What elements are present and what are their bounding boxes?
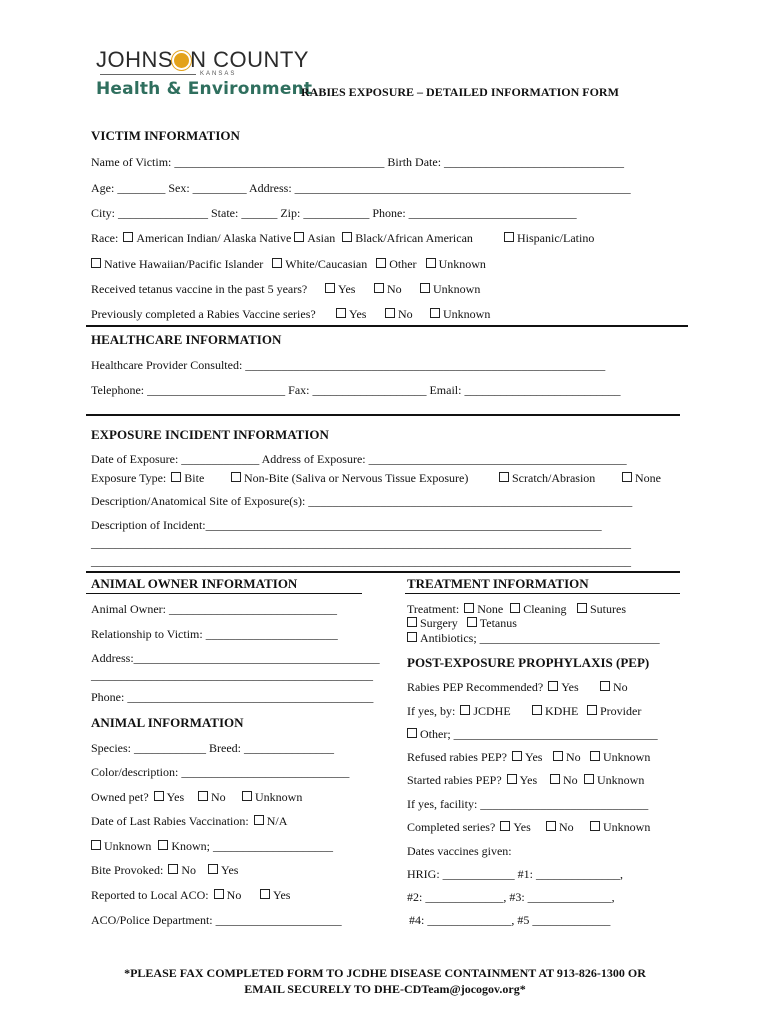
- aco-no-checkbox[interactable]: [214, 889, 224, 899]
- exposure-type-row: [91, 471, 204, 486]
- race-hispanic-checkbox[interactable]: [504, 232, 514, 242]
- started-unknown-checkbox[interactable]: [584, 774, 594, 784]
- series-no-option: [383, 307, 413, 322]
- tetanus-unknown-option: [418, 282, 480, 297]
- victim-city-state-zip-phone-field[interactable]: City: _______________ State: ______ Zip: ___________ Phone: ____________________________: [91, 206, 577, 220]
- pep-by-provider-checkbox[interactable]: [587, 705, 597, 715]
- started-no-option: [548, 773, 578, 788]
- exposure-nonbite-option: [229, 471, 468, 486]
- owner-address-line-2[interactable]: _______________________________________________: [91, 668, 373, 682]
- bite-provoked-label: Bite Provoked:: [91, 863, 164, 877]
- series-no-checkbox[interactable]: [385, 308, 395, 318]
- exposure-heading: EXPOSURE INCIDENT INFORMATION: [91, 427, 329, 442]
- owned-pet-row: [91, 790, 184, 805]
- exposure-type-label: Exposure Type:: [91, 471, 167, 485]
- treatment-heading: TREATMENT INFORMATION: [407, 576, 589, 591]
- race-row-1: [91, 231, 473, 246]
- race-option-label: Native Hawaiian/Pacific Islander: [104, 257, 264, 271]
- treatment-cleaning-checkbox[interactable]: [510, 603, 520, 613]
- owned-unknown-checkbox[interactable]: [242, 791, 252, 801]
- series-yes-checkbox[interactable]: [336, 308, 346, 318]
- option-label: No: [559, 820, 574, 834]
- option-label: Unknown: [255, 790, 303, 804]
- owned-yes-checkbox[interactable]: [154, 791, 164, 801]
- animal-heading: ANIMAL INFORMATION: [91, 715, 244, 730]
- pep-started-row: [407, 773, 537, 788]
- option-label: No: [226, 888, 242, 902]
- option-label: N/A: [266, 814, 288, 828]
- pep-by-jcdhe-checkbox[interactable]: [460, 705, 470, 715]
- vaccination-known-row: [89, 839, 333, 854]
- aco-yes-option: [258, 888, 290, 903]
- tetanus-no-option: [372, 282, 402, 297]
- option-label: Yes: [519, 773, 538, 787]
- exposure-scratch-option: [497, 471, 595, 486]
- option-label: Bite: [184, 471, 205, 485]
- pep-by-row: [407, 704, 511, 719]
- option-label: Unknown: [603, 820, 651, 834]
- owner-heading: ANIMAL OWNER INFORMATION: [91, 576, 298, 591]
- option-label: JCDHE: [473, 704, 511, 718]
- tetanus-question: Received tetanus vaccine in the past 5 years?: [91, 282, 308, 296]
- logo-department: Health & Environment: [96, 79, 313, 99]
- exposure-none-checkbox[interactable]: [622, 472, 632, 482]
- pep-completed-label: Completed series?: [407, 820, 496, 834]
- pep-recommended-no-option: [598, 680, 628, 695]
- tetanus-no-checkbox[interactable]: [374, 283, 384, 293]
- exposure-date-address-field[interactable]: Date of Exposure: _____________ Address of Exposure: ___________________________________________: [91, 452, 627, 466]
- option-label: None: [477, 602, 504, 616]
- race-other-checkbox[interactable]: [376, 258, 386, 268]
- refused-unknown-option: [588, 750, 650, 765]
- started-unknown-option: [582, 773, 644, 788]
- pep-recommended-label: Rabies PEP Recommended?: [407, 680, 544, 694]
- section-divider: [86, 414, 680, 416]
- color-description-field[interactable]: Color/description: ____________________________: [91, 765, 350, 779]
- pep-other-row: [405, 727, 658, 742]
- pep-heading: POST-EXPOSURE PROPHYLAXIS (PEP): [407, 655, 650, 670]
- dates-vaccines-label: Dates vaccines given:: [407, 844, 512, 858]
- victim-name-birthdate-field[interactable]: Name of Victim: ___________________________________ Birth Date: ______________________________: [91, 155, 625, 169]
- option-label: Yes: [513, 820, 531, 834]
- option-label: No: [387, 282, 402, 296]
- refused-yes-checkbox[interactable]: [512, 751, 522, 761]
- tetanus-yes-checkbox[interactable]: [325, 283, 335, 293]
- incident-description-field[interactable]: Description of Incident:__________________________________________________________________: [91, 518, 602, 532]
- refused-no-option: [551, 750, 581, 765]
- healthcare-heading: HEALTHCARE INFORMATION: [91, 332, 282, 347]
- option-label: Unknown: [104, 839, 152, 853]
- race-white-checkbox[interactable]: [272, 258, 282, 268]
- pep-by-kdhe-checkbox[interactable]: [532, 705, 542, 715]
- treatment-tetanus-checkbox[interactable]: [467, 617, 477, 627]
- treatment-antibiotics-row: [405, 631, 660, 646]
- option-label: Surgery: [420, 616, 458, 630]
- exposure-scratch-checkbox[interactable]: [499, 472, 509, 482]
- rabies-series-question: Previously completed a Rabies Vaccine series?: [91, 307, 316, 321]
- footer-instructions-line-2: EMAIL SECURELY TO DHE-CDTeam@jocogov.org*: [244, 982, 526, 996]
- victim-heading: VICTIM INFORMATION: [91, 128, 240, 143]
- option-label: None: [635, 471, 661, 485]
- logo-state: KANSAS: [200, 71, 237, 77]
- owned-pet-label: Owned pet?: [91, 790, 149, 804]
- aco-reported-row: [91, 888, 241, 903]
- series-unknown-checkbox[interactable]: [430, 308, 440, 318]
- pep-recommended-row: [407, 680, 579, 695]
- race-label: Race:: [91, 231, 119, 245]
- started-yes-checkbox[interactable]: [507, 774, 517, 784]
- option-label: Cleaning: [523, 602, 567, 616]
- footer-instructions-line-1: *PLEASE FAX COMPLETED FORM TO JCDHE DISEASE CONTAINMENT AT 913-826-1300 OR: [124, 966, 646, 980]
- victim-age-sex-address-field[interactable]: Age: ________ Sex: _________ Address: ________________________________________________________: [91, 181, 631, 195]
- option-label: Yes: [524, 750, 543, 764]
- dose4-dose5-field[interactable]: #4: ______________, #5 _____________: [409, 913, 611, 927]
- option-label: Yes: [166, 790, 185, 804]
- treatment-sutures-option: [575, 602, 626, 617]
- option-label: Yes: [221, 863, 239, 877]
- option-label: Unknown: [603, 750, 651, 764]
- tetanus-yes-option: [323, 282, 355, 297]
- provoked-no-checkbox[interactable]: [168, 864, 178, 874]
- pep-refused-row: [407, 750, 542, 765]
- race-asian-checkbox[interactable]: [294, 232, 304, 242]
- race-option-label: Hispanic/Latino: [517, 231, 595, 245]
- option-label: No: [563, 773, 578, 787]
- option-label: Provider: [600, 704, 642, 718]
- race-option-label: Unknown: [438, 257, 486, 271]
- police-department-field[interactable]: ACO/Police Department: _____________________: [91, 913, 342, 927]
- aco-reported-label: Reported to Local ACO:: [91, 888, 209, 902]
- species-breed-field[interactable]: Species: ____________ Breed: _______________: [91, 741, 334, 755]
- treatment-sutures-checkbox[interactable]: [577, 603, 587, 613]
- option-label: KDHE: [545, 704, 579, 718]
- last-vaccination-row: [91, 814, 287, 829]
- option-label: Yes: [273, 888, 291, 902]
- provoked-yes-option: [206, 863, 238, 878]
- option-label: Yes: [561, 680, 579, 694]
- incident-description-line[interactable]: __________________________________________________________________________________________: [91, 554, 631, 568]
- animal-owner-field[interactable]: Animal Owner: ____________________________: [91, 602, 337, 616]
- dose2-dose3-field[interactable]: #2: _____________, #3: ______________,: [407, 890, 615, 904]
- option-label: Unknown: [443, 307, 491, 321]
- aco-yes-checkbox[interactable]: [260, 889, 270, 899]
- race-option-label: Black/African American: [355, 231, 473, 245]
- vaccination-unknown-checkbox[interactable]: [91, 840, 101, 850]
- hrig-dose1-field[interactable]: HRIG: ____________ #1: ______________,: [407, 867, 623, 881]
- owner-address-field[interactable]: Address:_________________________________________: [91, 651, 380, 665]
- option-label: Unknown: [433, 282, 481, 296]
- started-no-checkbox[interactable]: [550, 774, 560, 784]
- option-label: No: [613, 680, 628, 694]
- option-label: Tetanus: [479, 616, 517, 630]
- option-label: Unknown: [597, 773, 645, 787]
- completed-unknown-checkbox[interactable]: [590, 821, 600, 831]
- exposure-bite-checkbox[interactable]: [171, 472, 181, 482]
- incident-description-line[interactable]: __________________________________________________________________________________________: [91, 536, 631, 550]
- option-label: Yes: [338, 282, 356, 296]
- section-divider: [86, 571, 680, 573]
- option-label: Non-Bite (Saliva or Nervous Tissue Exposure): [244, 471, 469, 485]
- exposure-none-option: [620, 471, 661, 486]
- race-hispanic-option: [502, 231, 594, 246]
- sun-logo-icon: [174, 53, 189, 68]
- series-unknown-option: [428, 307, 490, 322]
- column-divider: [86, 593, 362, 594]
- race-option-label: American Indian/ Alaska Native: [136, 231, 292, 245]
- race-unknown-checkbox[interactable]: [426, 258, 436, 268]
- vaccination-known-checkbox[interactable]: [158, 840, 168, 850]
- section-divider: [86, 325, 688, 327]
- race-option-label: Asian: [307, 231, 336, 245]
- completed-yes-checkbox[interactable]: [500, 821, 510, 831]
- owned-no-option: [196, 790, 226, 805]
- completed-no-checkbox[interactable]: [546, 821, 556, 831]
- owned-unknown-option: [240, 790, 302, 805]
- race-option-label: Other: [389, 257, 417, 271]
- option-label: Known; ____________________: [171, 839, 334, 853]
- healthcare-provider-field[interactable]: Healthcare Provider Consulted: ____________________________________________________________: [91, 358, 606, 372]
- option-label: No: [566, 750, 581, 764]
- refused-no-checkbox[interactable]: [553, 751, 563, 761]
- pep-recommended-no-checkbox[interactable]: [600, 681, 610, 691]
- form-title: RABIES EXPOSURE – DETAILED INFORMATION FORM: [301, 85, 619, 99]
- treatment-row-1: [407, 602, 567, 617]
- option-label: Sutures: [590, 602, 626, 616]
- series-yes-option: [334, 307, 366, 322]
- treatment-surgery-checkbox[interactable]: [407, 617, 417, 627]
- column-divider: [405, 593, 680, 594]
- exposure-nonbite-checkbox[interactable]: [231, 472, 241, 482]
- treatment-none-checkbox[interactable]: [464, 603, 474, 613]
- option-label: No: [398, 307, 413, 321]
- option-label: Antibiotics; ______________________________: [420, 631, 660, 645]
- option-label: Yes: [349, 307, 367, 321]
- provoked-yes-checkbox[interactable]: [208, 864, 218, 874]
- healthcare-contact-field[interactable]: Telephone: _______________________ Fax: ___________________ Email: __________________________: [91, 383, 621, 397]
- logo-divider: [100, 74, 196, 75]
- pep-recommended-yes-checkbox[interactable]: [548, 681, 558, 691]
- pep-refused-label: Refused rabies PEP?: [407, 750, 507, 764]
- option-label: No: [181, 863, 196, 877]
- race-option-label: White/Caucasian: [285, 257, 368, 271]
- vaccination-na-checkbox[interactable]: [254, 815, 264, 825]
- tetanus-unknown-checkbox[interactable]: [420, 283, 430, 293]
- last-vaccination-label: Date of Last Rabies Vaccination:: [91, 814, 249, 828]
- owned-no-checkbox[interactable]: [198, 791, 208, 801]
- pep-by-label: If yes, by:: [407, 704, 456, 718]
- refused-unknown-checkbox[interactable]: [590, 751, 600, 761]
- race-american-indian-checkbox[interactable]: [123, 232, 133, 242]
- option-label: Other; __________________________________: [420, 727, 658, 741]
- treatment-row-2: [405, 616, 517, 631]
- owner-phone-field[interactable]: Phone: _________________________________________: [91, 690, 374, 704]
- race-black-checkbox[interactable]: [342, 232, 352, 242]
- pep-facility-field[interactable]: If yes, facility: ____________________________: [407, 797, 649, 811]
- treatment-label: Treatment:: [407, 602, 460, 616]
- logo-county-name: JOHNS N COUNTY: [96, 47, 309, 72]
- completed-unknown-option: [588, 820, 650, 835]
- pep-started-label: Started rabies PEP?: [407, 773, 502, 787]
- exposure-site-field[interactable]: Description/Anatomical Site of Exposure(s): ______________________________________________________: [91, 494, 633, 508]
- race-row-2: [89, 257, 486, 272]
- pep-by-kdhe-option: [530, 704, 578, 719]
- treatment-antibiotics-checkbox[interactable]: [407, 632, 417, 642]
- pep-by-provider-option: [585, 704, 641, 719]
- race-native-hawaiian-checkbox[interactable]: [91, 258, 101, 268]
- option-label: No: [211, 790, 226, 804]
- bite-provoked-row: [91, 863, 196, 878]
- relationship-field[interactable]: Relationship to Victim: ______________________: [91, 627, 338, 641]
- pep-completed-row: [407, 820, 531, 835]
- option-label: Scratch/Abrasion: [512, 471, 596, 485]
- completed-no-option: [544, 820, 574, 835]
- pep-by-other-checkbox[interactable]: [407, 728, 417, 738]
